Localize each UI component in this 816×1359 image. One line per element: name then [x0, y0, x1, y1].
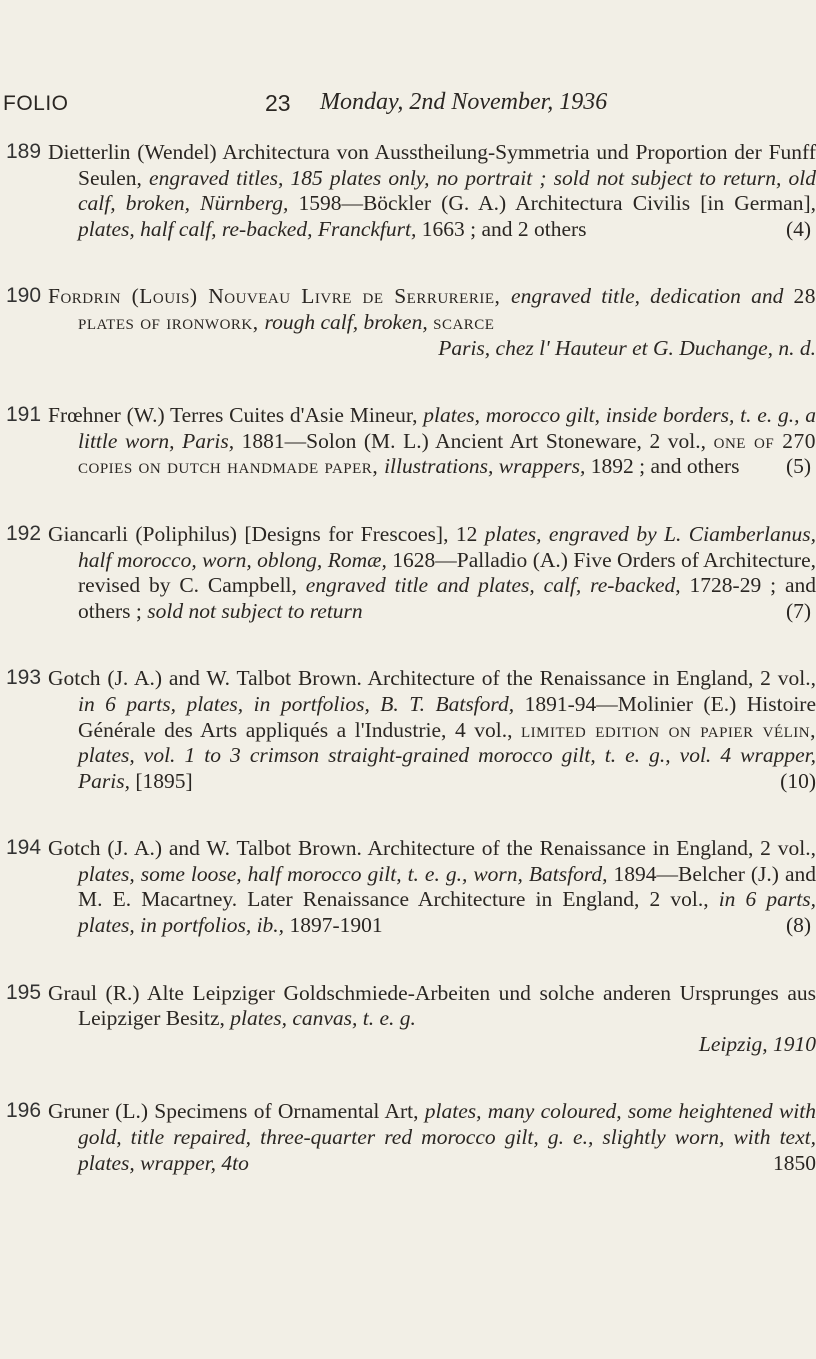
lot-entry — [0, 980, 816, 1058]
lot-entry — [0, 284, 816, 361]
lot-entry — [0, 666, 816, 794]
lot-description: Dietterlin (Wendel) Architectura von Ausstheilung-Symmetria und Proportion der Funff Seulen, engraved titles, 185 plates only, no portrait ; sold not subject to return, old calf, broken, Nürnberg, 1598—Böckler (G. A.) Architectura Civilis [in German], plates, half calf, re-backed, Franckfurt, 1663 ; and 2 others (4) — [48, 140, 816, 241]
lot-description — [48, 666, 816, 794]
lot-text-segment: Gotch (J. A.) and W. Talbot Brown. Architecture of the Renaissance in England, 2 vol., — [48, 666, 816, 691]
lot-text-segment: 28 plates of ironwork, — [78, 284, 816, 334]
folio-label: FOLIO — [3, 92, 69, 115]
lot-description — [48, 1099, 816, 1176]
lot-text-segment: 1891-94—Molinier (E.) Histoire Générale des Arts appliqués a l'Industrie, 4 vol., — [78, 691, 816, 742]
lot-text-segment: Frœhner (W.) Terres Cuites d'Asie Mineur, — [48, 403, 424, 428]
lot-text-segment: limited edition on papier vélin, — [521, 717, 816, 742]
lot-text-segment: engraved title, dedication and — [511, 284, 794, 309]
lot-text-segment: plates, some loose, half morocco gilt, t. e. g., worn, Batsford, — [78, 861, 608, 886]
lot-text-segment: illustrations, wrappers, — [384, 454, 586, 479]
sale-date: Monday, 2nd November, 1936 — [320, 89, 608, 115]
lot-text-segment: 1628—Palladio (A.) Five Orders of Architecture, revised by C. Campbell, — [78, 547, 816, 598]
lot-text-segment: 1598—Böckler (G. A.) Architectura Civilis [in German], — [288, 191, 816, 216]
lot-text-segment: rough calf, broken, — [264, 309, 434, 334]
lot-entry — [0, 1099, 816, 1176]
lot-text-segment: sold not subject to return — [147, 598, 363, 623]
lot-entry — [0, 521, 816, 624]
lot-number: 194 — [6, 836, 42, 860]
lot-list — [0, 140, 816, 1218]
lot-text-segment: plates, morocco gilt, inside borders, t. e. g., a little worn, Paris, — [78, 403, 816, 453]
lot-text-segment: Gotch (J. A.) and W. Talbot Brown. Architecture of the Renaissance in England, 2 vol., — [48, 836, 816, 861]
lot-text-segment: in 6 parts, plates, in portfolios, ib., — [78, 887, 816, 938]
lot-description: Giancarli (Poliphilus) [Designs for Frescoes], 12 plates, engraved by L. Ciamberlanus, half morocco, worn, oblong, Romæ, 1628—Palladio (A.) Five Orders of Architecture, revised by C. Campbell, engraved title and plates, calf, re-backed, 1728-29 ; and others ; sold not subject to return (7) — [48, 521, 816, 623]
lot-text-segment: Dietterlin (Wendel) Architectura von Ausstheilung-Symmetria und Proportion der Funff Seulen, — [48, 140, 816, 190]
lot-text-segment: engraved titles, 185 plates only, no portrait ; sold not subject to return, old calf, broken, Nürnberg, — [78, 165, 816, 216]
lot-text-segment: one of 270 copies on dutch handmade paper, — [78, 428, 816, 479]
lot-text-segment: 1728-29 ; and others ; — [78, 573, 816, 623]
lot-text-segment: plates, many coloured, some heightened with gold, title repaired, three-quarter red morocco gilt, g. e., slightly worn, with text, plates, wrapper, 4to — [78, 1099, 816, 1175]
lot-number: 196 — [6, 1099, 42, 1123]
lot-description: Gotch (J. A.) and W. Talbot Brown. Architecture of the Renaissance in England, 2 vol., plates, some loose, half morocco gilt, t. e. g., worn, Batsford, 1894—Belcher (J.) and M. E. Macartney. Later Renaissance Architecture in England, 2 vol., in 6 parts, plates, in portfolios, ib., 1897-1901 (8) — [48, 836, 816, 938]
lot-number: 195 — [6, 980, 42, 1004]
lot-number: 192 — [6, 521, 42, 545]
lot-text-segment: plates, half calf, re-backed, Franckfurt, — [78, 216, 417, 241]
lot-description — [48, 284, 816, 361]
lot-text-segment: 1663 ; and 2 others — [416, 216, 587, 241]
lot-number: 193 — [6, 666, 42, 690]
lot-entry — [0, 836, 816, 938]
lot-text-segment: 1894—Belcher (J.) and M. E. Macartney. Later Renaissance Architecture in England, 2 vol., — [78, 861, 816, 912]
lot-text-segment: plates, canvas, t. e. g. — [230, 1006, 416, 1031]
lot-number: 189 — [6, 140, 42, 163]
lot-text-segment: Gruner (L.) Specimens of Ornamental Art, — [48, 1099, 425, 1124]
lot-text-segment: plates, engraved by L. Ciamberlanus, half morocco, worn, oblong, Romæ, — [78, 521, 816, 572]
lot-text-segment: Graul (R.) Alte Leipziger Goldschmiede-Arbeiten und solche anderen Ursprunges aus Leipziger Besitz, — [48, 980, 816, 1031]
lot-text-segment: scarce — [433, 309, 495, 334]
lot-count: (10) — [780, 768, 816, 793]
lot-text-segment: 1881—Solon (M. L.) Ancient Art Stoneware, 2 vol., — [234, 428, 714, 453]
lot-description — [48, 981, 816, 1058]
lot-text-segment: 1892 ; and others — [585, 454, 740, 479]
page-number: 23 — [265, 90, 291, 116]
lot-text-segment: engraved title and plates, calf, re-backed, — [305, 573, 681, 598]
lot-number: 190 — [6, 284, 42, 308]
page-header — [0, 89, 800, 122]
lot-imprint: Paris, chez l' Hauteur et G. Duchange, n. d. — [438, 335, 816, 360]
lot-entry — [0, 140, 816, 242]
lot-description: Frœhner (W.) Terres Cuites d'Asie Mineur, plates, morocco gilt, inside borders, t. e. g., a little worn, Paris, 1881—Solon (M. L.) Ancient Art Stoneware, 2 vol., one of 270 copies on dutch handmade paper, illustrations, wrappers, 1892 ; and others (5) — [48, 403, 816, 479]
lot-text-segment: plates, vol. 1 to 3 crimson straight-grained morocco gilt, t. e. g., vol. 4 wrapper, Paris, — [78, 743, 816, 793]
lot-text-segment: Giancarli (Poliphilus) [Designs for Frescoes], 12 — [48, 521, 485, 546]
lot-text-segment: Fordrin (Louis) Nouveau Livre de Serrurerie, — [48, 284, 512, 309]
lot-entry — [0, 403, 816, 480]
lot-text-segment: 1897-1901 — [284, 913, 383, 938]
lot-imprint: Leipzig, 1910 — [698, 1031, 816, 1056]
lot-count: 1850 — [773, 1150, 816, 1175]
lot-text-segment: [1895] — [129, 768, 193, 793]
lot-number: 191 — [6, 403, 42, 427]
lot-text-segment: in 6 parts, plates, in portfolios, B. T. Batsford, — [78, 691, 515, 716]
